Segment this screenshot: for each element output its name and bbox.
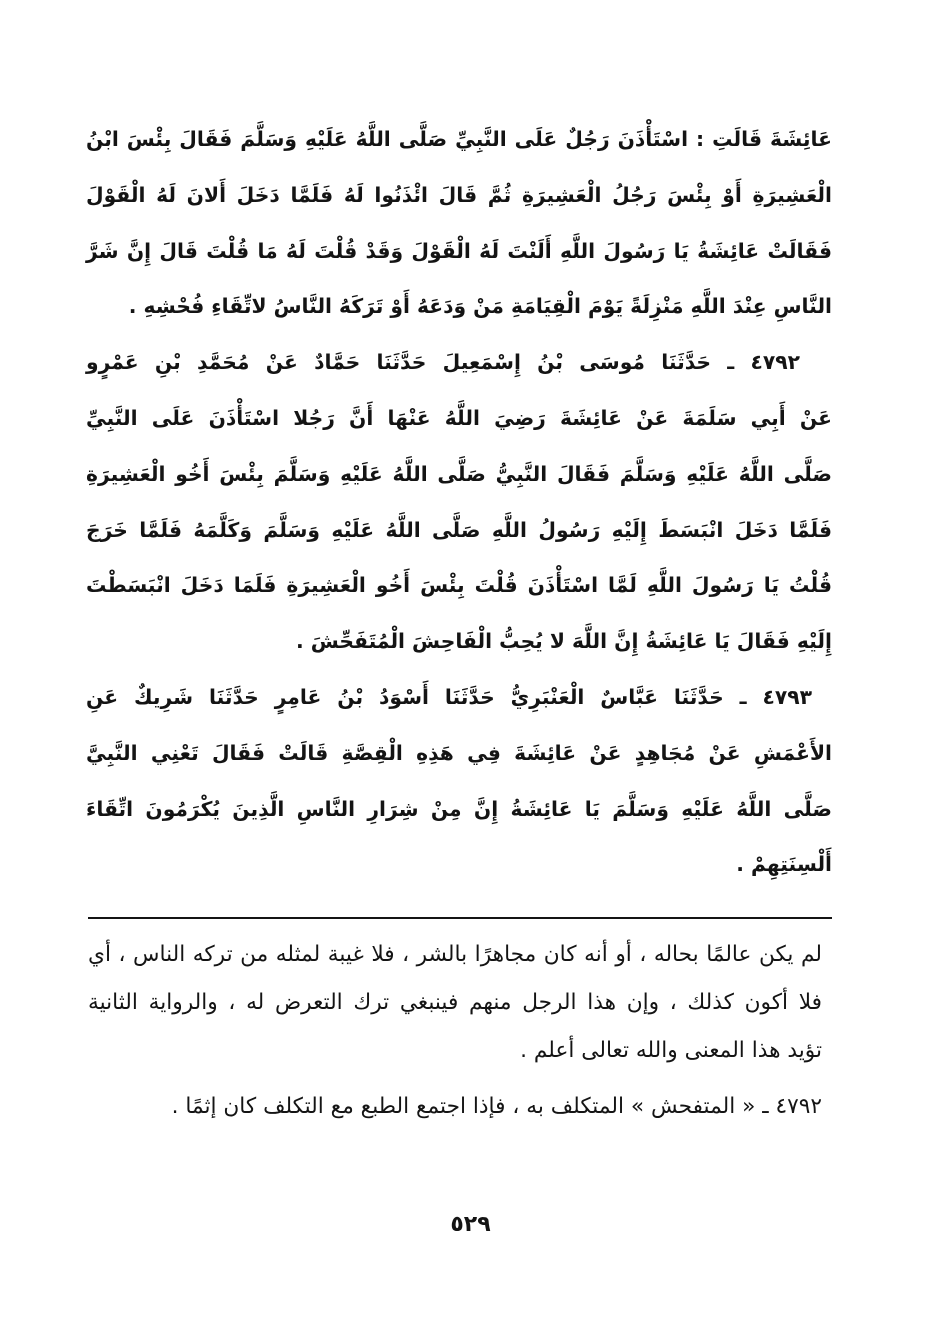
- text-line: ٤٧٩٣ ـ حَدَّثَنَا عَبَّاسٌ الْعَنْبَرِيُّ حَدَّثَنَا أَسْوَدُ بْنُ عَامِرٍ حَدَّثَنَا شَرِيكٌ عَنِ: [86, 684, 812, 709]
- footnote-separator: [88, 917, 832, 919]
- text-line: عَائِشَةَ قَالَتِ : اسْتَأْذَنَ رَجُلٌ عَلَى النَّبِيِّ صَلَّى اللَّهُ عَلَيْهِ وَسَلَّمَ فَقَالَ بِئْسَ ابْنُ: [86, 127, 832, 151]
- text-line: صَلَّى اللَّهُ عَلَيْهِ وَسَلَّمَ فَقَالَ النَّبِيُّ صَلَّى اللَّهُ عَلَيْهِ وَسَلَّمَ بِئْسَ أَخُو الْعَشِيرَةِ: [86, 461, 832, 486]
- paragraph-hadith-continuation: [86, 112, 832, 335]
- paragraph-hadith-4792: [86, 335, 832, 670]
- text-line: قُلْتُ يَا رَسُولَ اللَّهِ لَمَّا اسْتَأْذَنَ قُلْتَ بِئْسَ أَخُو الْعَشِيرَةِ فَلَمَا دَخَلَ انْبَسَطْتَ: [86, 573, 832, 598]
- footnotes: [88, 931, 822, 1131]
- text-line: فَلَمَّا دَخَلَ انْبَسَطَ إِلَيْهِ رَسُولُ اللَّهِ صَلَّى اللَّهُ عَلَيْهِ وَسَلَّمَ وَكَلَّمَهُ فَلَمَّا خَرَجَ: [86, 517, 832, 542]
- text-line: الأَعْمَشِ عَنْ مُجَاهِدٍ عَنْ عَائِشَةَ فِي هَذِهِ الْقِصَّةِ قَالَتْ فَقَالَ تَعْنِي النَّبِيَّ: [86, 740, 832, 765]
- text-line: فَقَالَتْ عَائِشَةُ يَا رَسُولَ اللَّهِ أَلَنْتَ لَهُ الْقَوْلَ وَقَدْ قُلْتَ لَهُ مَا قُلْتَ قَالَ إِنَّ شَرَّ: [86, 238, 832, 263]
- text-line: ٤٧٩٢ ـ حَدَّثَنَا مُوسَى بْنُ إِسْمَعِيلَ حَدَّثَنَا حَمَّادٌ عَنْ مُحَمَّدِ بْنِ عَمْرٍو: [86, 350, 800, 375]
- text-line: النَّاسِ عِنْدَ اللَّهِ مَنْزِلَةً يَوْمَ الْقِيَامَةِ مَنْ وَدَعَهُ أَوْ تَرَكَهُ النَّاسُ لاتِّقَاءِ فُحْشِهِ .: [128, 294, 832, 319]
- footnote-line: فلا أكون كذلك ، وإن هذا الرجل منهم فينبغي ترك التعرض له ، والرواية الثانية: [88, 990, 822, 1015]
- text-line: عَنْ أَبِي سَلَمَةَ عَنْ عَائِشَةَ رَضِيَ اللَّهُ عَنْهَا أَنَّ رَجُلا اسْتَأْذَنَ عَلَى النَّبِيِّ: [86, 405, 832, 430]
- main-text: [86, 112, 832, 893]
- footnote-4792: ٤٧٩٢ ـ « المتفحش » المتكلف به ، فإذا اجتمع الطبع مع التكلف كان إثمًا .: [171, 1094, 822, 1119]
- footnote-line: لم يكن عالمًا بحاله ، أو أنه كان مجاهرًا بالشر ، فلا غيبة لمثله من تركه الناس ، أي: [88, 942, 822, 967]
- footnote-line: تؤيد هذا المعنى والله تعالى أعلم .: [520, 1038, 822, 1063]
- page-number: ٥٢٩: [450, 1212, 491, 1237]
- text-line: إِلَيْهِ فَقَالَ يَا عَائِشَةُ إِنَّ اللَّهَ لا يُحِبُّ الْفَاحِشَ الْمُتَفَحِّشَ .: [296, 629, 832, 654]
- text-line: الْعَشِيرَةِ أَوْ بِئْسَ رَجُلُ الْعَشِيرَةِ ثُمَّ قَالَ ائْذَنُوا لَهُ فَلَمَّا دَخَلَ أَلانَ لَهُ الْقَوْلَ: [86, 182, 832, 207]
- paragraph-hadith-4793: [86, 670, 832, 893]
- text-line: صَلَّى اللَّهُ عَلَيْهِ وَسَلَّمَ يَا عَائِشَةُ إِنَّ مِنْ شِرَارِ النَّاسِ الَّذِينَ يُكْرَمُونَ اتِّقَاءَ: [86, 796, 832, 821]
- text-line: أَلْسِنَتِهِمْ .: [736, 852, 832, 877]
